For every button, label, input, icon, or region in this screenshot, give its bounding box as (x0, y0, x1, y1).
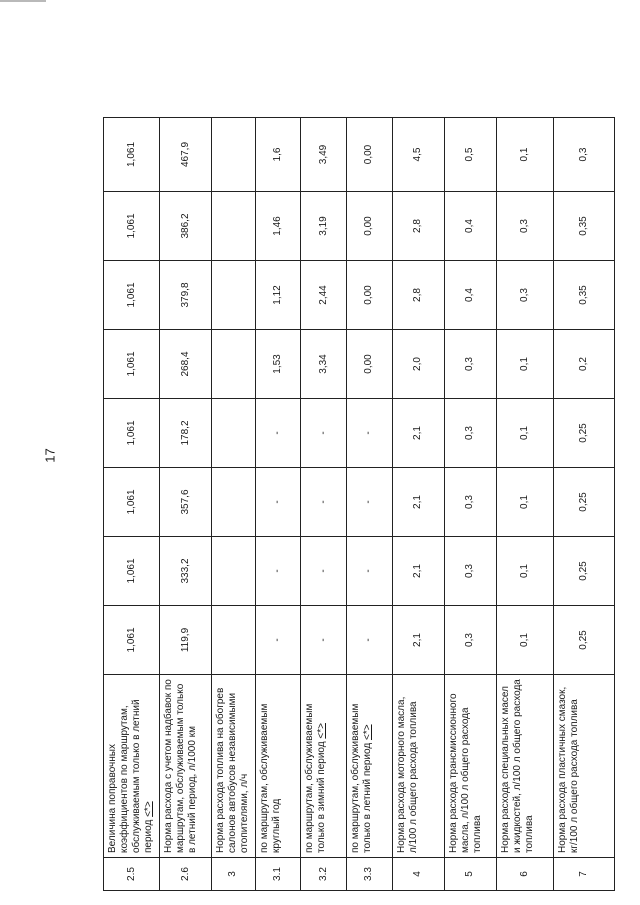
table-row (301, 118, 347, 891)
value-cell: 2,1 (392, 537, 444, 606)
table-row (104, 118, 160, 891)
value-cell: - (301, 537, 347, 606)
fuel-norms-table (103, 117, 615, 891)
row-name-text: Норма расхода топлива на обогрев салонов автобусов независимыми отопителями, л/ч (215, 687, 250, 853)
value-cell (212, 192, 256, 261)
row-number: 4 (392, 858, 444, 891)
footnote-ref-link[interactable]: <*> (316, 723, 328, 739)
scan-edge-mark (0, 0, 46, 2)
value-cell: 0,5 (444, 118, 496, 192)
table-row (212, 118, 256, 891)
row-name (212, 675, 256, 858)
value-cell: 1,46 (255, 192, 301, 261)
row-number: 5 (444, 858, 496, 891)
row-number: 3.1 (255, 858, 301, 891)
value-cell: 0,00 (346, 261, 392, 330)
value-cell (212, 537, 256, 606)
row-number: 2.5 (104, 858, 160, 891)
table-row (392, 118, 444, 891)
value-cell: 0,3 (496, 192, 553, 261)
row-name (392, 675, 444, 858)
norms-table-area (103, 118, 615, 891)
row-number: 3.2 (301, 858, 347, 891)
value-cell: 1,061 (104, 399, 160, 468)
value-cell: 3,49 (301, 118, 347, 192)
value-cell: 0,25 (553, 537, 614, 606)
value-cell: 119,9 (160, 606, 212, 675)
value-cell: 3,34 (301, 330, 347, 399)
table-row (553, 118, 614, 891)
value-cell: - (301, 468, 347, 537)
value-cell: - (346, 537, 392, 606)
value-cell: 0,00 (346, 118, 392, 192)
value-cell: 2,0 (392, 330, 444, 399)
value-cell: 1,061 (104, 537, 160, 606)
rotated-table (103, 118, 615, 891)
table-body (104, 118, 615, 891)
row-name-text: Норма расхода специальных масел и жидкостей, л/100 л общего расхода топлива (499, 679, 535, 853)
value-cell: 1,061 (104, 606, 160, 675)
value-cell (212, 468, 256, 537)
row-name-text: по маршрутам, обслуживаемым только в летний период (349, 703, 373, 853)
value-cell (212, 261, 256, 330)
value-cell: - (346, 468, 392, 537)
value-cell (212, 606, 256, 675)
row-name (444, 675, 496, 858)
value-cell: 0,25 (553, 606, 614, 675)
row-number: 2.6 (160, 858, 212, 891)
row-name-text: Величина поправочных коэффициентов по маршрутам, обслуживаемым только в летний период (107, 699, 154, 853)
value-cell: 2,1 (392, 468, 444, 537)
value-cell: 2,8 (392, 261, 444, 330)
row-name-text: Норма расхода с учетом надбавок по маршрутам, обслуживаемым только в летний период, л/1000 км (163, 679, 199, 853)
table-row (496, 118, 553, 891)
value-cell: - (301, 606, 347, 675)
value-cell: 1,061 (104, 261, 160, 330)
value-cell: 0,1 (496, 537, 553, 606)
value-cell: - (255, 468, 301, 537)
value-cell: 1,53 (255, 330, 301, 399)
value-cell: - (255, 537, 301, 606)
row-name-text: Норма расхода пластичных смазок, кг/100 л общего расхода топлива (556, 686, 580, 853)
value-cell: 467,9 (160, 118, 212, 192)
table-row (346, 118, 392, 891)
value-cell: 0,1 (496, 118, 553, 192)
value-cell: 1,061 (104, 468, 160, 537)
value-cell: 2,8 (392, 192, 444, 261)
value-cell: 386,2 (160, 192, 212, 261)
value-cell: 2,1 (392, 606, 444, 675)
value-cell: 0,1 (496, 468, 553, 537)
value-cell: 0,00 (346, 192, 392, 261)
row-name (553, 675, 614, 858)
value-cell: 0,25 (553, 468, 614, 537)
row-number: 3 (212, 858, 256, 891)
row-name-text: по маршрутам, обслуживаемым круглый год (258, 703, 282, 853)
value-cell: 0,1 (496, 399, 553, 468)
row-name (496, 675, 553, 858)
value-cell: 1,061 (104, 192, 160, 261)
value-cell: 0,3 (444, 468, 496, 537)
table-row (444, 118, 496, 891)
row-number: 7 (553, 858, 614, 891)
value-cell: 268,4 (160, 330, 212, 399)
value-cell: 379,8 (160, 261, 212, 330)
value-cell: 1,061 (104, 118, 160, 192)
value-cell: 0,3 (444, 330, 496, 399)
value-cell: 1,12 (255, 261, 301, 330)
row-name-text: по маршрутам, обслуживаемым только в зимний период (304, 703, 328, 853)
value-cell (212, 118, 256, 192)
footnote-ref-link[interactable]: <*> (361, 724, 373, 741)
row-name (301, 675, 347, 858)
row-name (104, 675, 160, 858)
value-cell: 0,3 (496, 261, 553, 330)
value-cell: 0,1 (496, 606, 553, 675)
value-cell: 0,2 (553, 330, 614, 399)
value-cell: 0,4 (444, 192, 496, 261)
value-cell (212, 330, 256, 399)
value-cell: - (301, 399, 347, 468)
value-cell: 4,5 (392, 118, 444, 192)
value-cell: 3,19 (301, 192, 347, 261)
value-cell: 0,3 (553, 118, 614, 192)
value-cell: 333,2 (160, 537, 212, 606)
row-number: 3.3 (346, 858, 392, 891)
value-cell: - (346, 399, 392, 468)
value-cell: 0,35 (553, 261, 614, 330)
value-cell: - (255, 399, 301, 468)
row-name-text: Норма расхода трансмиссионного масла, л/100 л общего расхода топлива (447, 693, 483, 853)
value-cell: 2,1 (392, 399, 444, 468)
value-cell: 1,6 (255, 118, 301, 192)
row-number: 6 (496, 858, 553, 891)
row-name-text: Норма расхода моторного масла, л/100 л общего расхода топлива (395, 696, 419, 853)
value-cell: 0,4 (444, 261, 496, 330)
value-cell: 1,061 (104, 330, 160, 399)
value-cell: 0,3 (444, 399, 496, 468)
value-cell (212, 399, 256, 468)
value-cell: 0,1 (496, 330, 553, 399)
row-name (255, 675, 301, 858)
table-row (160, 118, 212, 891)
value-cell: 2,44 (301, 261, 347, 330)
row-name (160, 675, 212, 858)
value-cell: 0,3 (444, 537, 496, 606)
value-cell: 0,35 (553, 192, 614, 261)
value-cell: 0,25 (553, 399, 614, 468)
row-name (346, 675, 392, 858)
page-number: 17 (42, 448, 58, 463)
value-cell: 0,00 (346, 330, 392, 399)
value-cell: 0,3 (444, 606, 496, 675)
value-cell: 178,2 (160, 399, 212, 468)
footnote-ref-link[interactable]: <*> (143, 801, 154, 817)
value-cell: 357,6 (160, 468, 212, 537)
value-cell: - (255, 606, 301, 675)
value-cell: - (346, 606, 392, 675)
table-row (255, 118, 301, 891)
